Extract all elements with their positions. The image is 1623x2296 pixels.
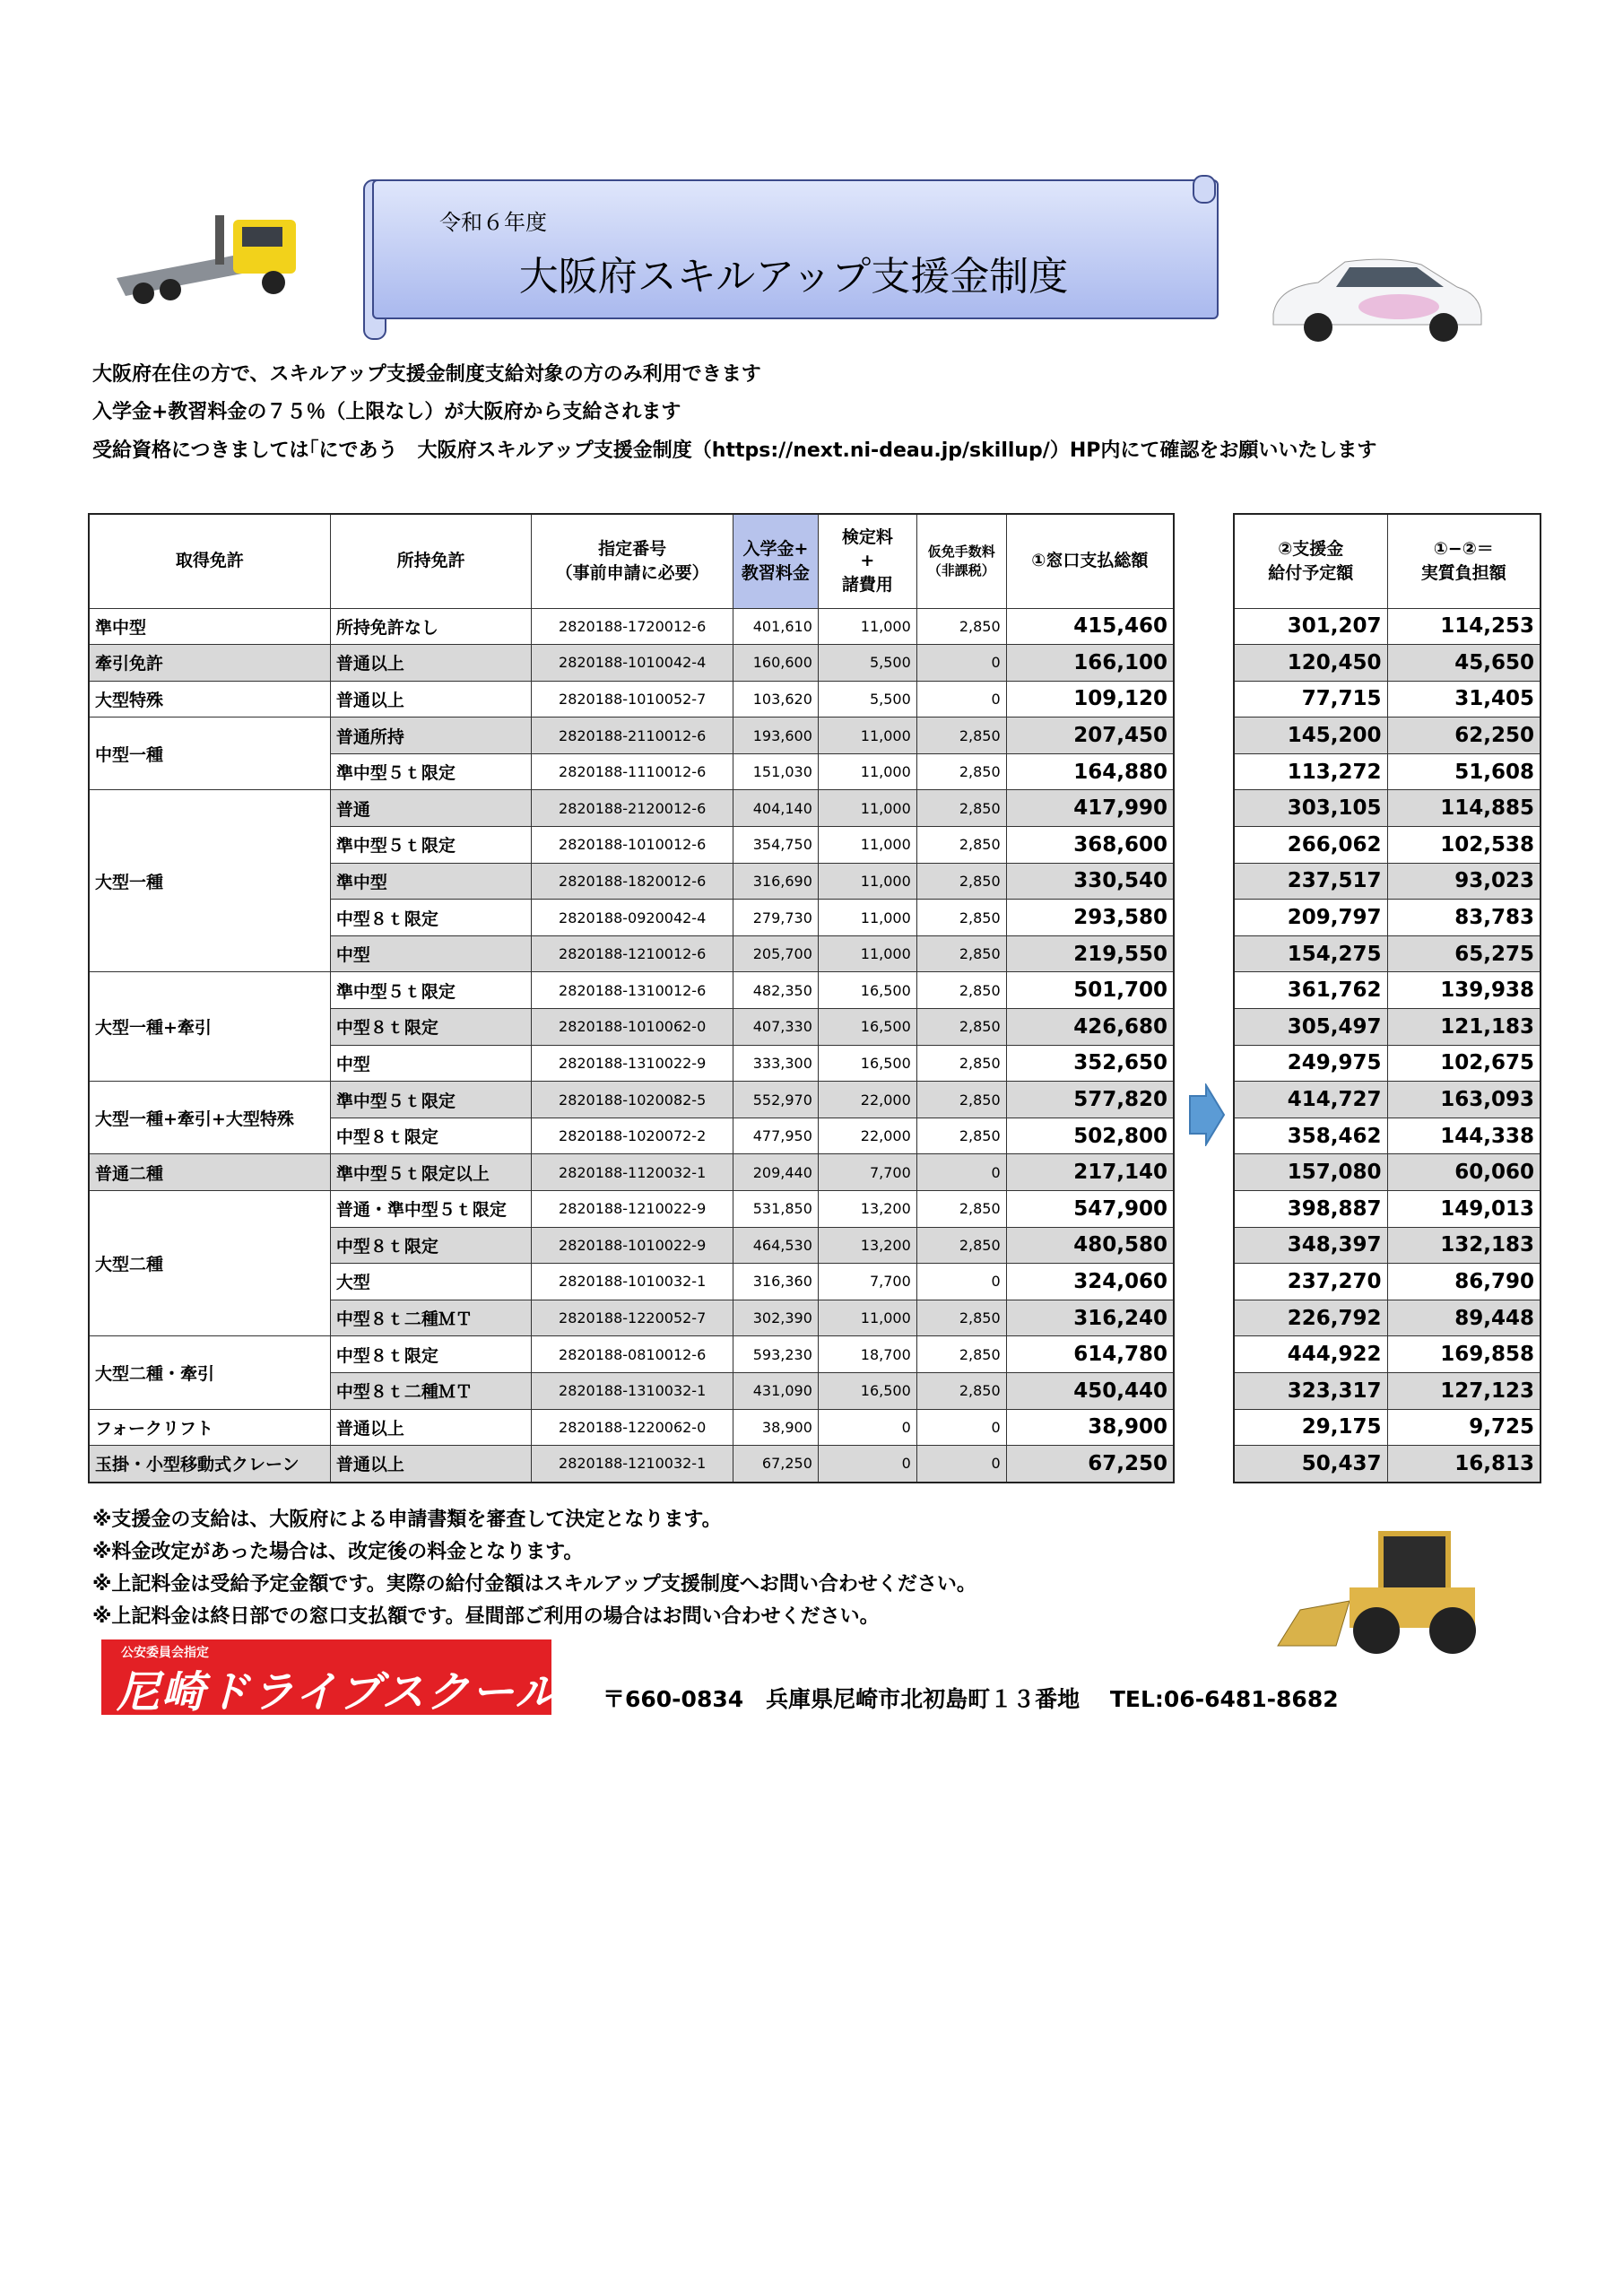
- tuition-value: 333,300: [733, 1045, 818, 1082]
- note-1: ※支援金の支給は、大阪府による申請書類を審査して決定となります。: [92, 1509, 722, 1531]
- tuition-value: 482,350: [733, 972, 818, 1009]
- exam-fee-value: 11,000: [818, 718, 916, 754]
- held-license: 中型８ｔ限定: [330, 1118, 531, 1154]
- designation-code: 2820188-1010022-9: [532, 1227, 733, 1264]
- held-license: 普通・準中型５ｔ限定: [330, 1191, 531, 1228]
- subsidy-value: 358,462: [1234, 1118, 1387, 1154]
- address: 〒660-0834 兵庫県尼崎市北初島町１３番地 TEL:06-6481-8682: [603, 1686, 1339, 1712]
- provisional-fee-value: 0: [916, 645, 1006, 682]
- tuition-value: 552,970: [733, 1082, 818, 1118]
- designation-code: 2820188-1010062-0: [532, 1009, 733, 1046]
- subsidy-row: [1234, 1264, 1541, 1300]
- designation-code: 2820188-1310022-9: [532, 1045, 733, 1082]
- logo-caption: 公安委員会指定: [121, 1646, 209, 1660]
- license-name: 大型二種・牽引: [89, 1336, 330, 1409]
- held-license: 中型８ｔ二種ＭＴ: [330, 1372, 531, 1409]
- total-value: 577,820: [1006, 1082, 1174, 1118]
- burden-value: 45,650: [1387, 645, 1541, 682]
- license-name: 大型一種+牽引: [89, 972, 330, 1082]
- subsidy-row: [1234, 753, 1541, 790]
- provisional-fee-value: 2,850: [916, 718, 1006, 754]
- total-value: 502,800: [1006, 1118, 1174, 1154]
- exam-fee-value: 7,700: [818, 1264, 916, 1300]
- designation-code: 2820188-1010032-1: [532, 1264, 733, 1300]
- subsidy-value: 305,497: [1234, 1009, 1387, 1046]
- tuition-value: 404,140: [733, 790, 818, 827]
- held-license: 普通以上: [330, 645, 531, 682]
- subsidy-row: [1234, 972, 1541, 1009]
- designation-code: 2820188-1210022-9: [532, 1191, 733, 1228]
- license-name: フォークリフト: [89, 1409, 330, 1446]
- banner-scroll-right: [1193, 175, 1216, 204]
- total-value: 67,250: [1006, 1446, 1174, 1483]
- provisional-fee-value: 2,850: [916, 1118, 1006, 1154]
- provisional-fee-value: 2,850: [916, 827, 1006, 864]
- burden-value: 163,093: [1387, 1082, 1541, 1118]
- subsidy-value: 29,175: [1234, 1409, 1387, 1446]
- subsidy-row: [1234, 681, 1541, 718]
- provisional-fee-value: 0: [916, 1154, 1006, 1191]
- subsidy-row: [1234, 645, 1541, 682]
- header-held-license: 所持免許: [330, 514, 531, 608]
- subsidy-value: 237,517: [1234, 863, 1387, 900]
- total-value: 330,540: [1006, 863, 1174, 900]
- provisional-fee-value: 0: [916, 1446, 1006, 1483]
- table-row: [89, 1191, 1174, 1228]
- designation-code: 2820188-1020072-2: [532, 1118, 733, 1154]
- total-value: 450,440: [1006, 1372, 1174, 1409]
- exam-fee-value: 16,500: [818, 1009, 916, 1046]
- total-value: 352,650: [1006, 1045, 1174, 1082]
- burden-value: 86,790: [1387, 1264, 1541, 1300]
- subsidy-value: 348,397: [1234, 1227, 1387, 1264]
- provisional-fee-value: 2,850: [916, 608, 1006, 645]
- burden-value: 114,253: [1387, 608, 1541, 645]
- designation-code: 2820188-1820012-6: [532, 863, 733, 900]
- held-license: 普通以上: [330, 1446, 531, 1483]
- subsidy-row: [1234, 935, 1541, 972]
- designation-code: 2820188-0920042-4: [532, 900, 733, 936]
- provisional-fee-value: 2,850: [916, 1082, 1006, 1118]
- exam-fee-value: 22,000: [818, 1118, 916, 1154]
- held-license: 中型８ｔ限定: [330, 1227, 531, 1264]
- subsidy-value: 77,715: [1234, 681, 1387, 718]
- subsidy-value: 50,437: [1234, 1446, 1387, 1483]
- subsidy-row: [1234, 1227, 1541, 1264]
- provisional-fee-value: 2,850: [916, 1227, 1006, 1264]
- burden-value: 144,338: [1387, 1118, 1541, 1154]
- burden-value: 139,938: [1387, 972, 1541, 1009]
- subsidy-value: 301,207: [1234, 608, 1387, 645]
- tuition-value: 531,850: [733, 1191, 818, 1228]
- subsidy-row: [1234, 1082, 1541, 1118]
- wheel-loader-image: [1273, 1525, 1488, 1659]
- subsidy-row: [1234, 718, 1541, 754]
- tuition-value: 354,750: [733, 827, 818, 864]
- burden-value: 169,858: [1387, 1336, 1541, 1373]
- total-value: 217,140: [1006, 1154, 1174, 1191]
- header-subsidy: ②支援金 給付予定額: [1234, 514, 1387, 608]
- provisional-fee-value: 2,850: [916, 1372, 1006, 1409]
- license-name: 大型二種: [89, 1191, 330, 1336]
- tuition-value: 401,610: [733, 608, 818, 645]
- subsidy-value: 303,105: [1234, 790, 1387, 827]
- exam-fee-value: 11,000: [818, 900, 916, 936]
- tuition-value: 316,360: [733, 1264, 818, 1300]
- subsidy-value: 398,887: [1234, 1191, 1387, 1228]
- license-name: 牽引免許: [89, 645, 330, 682]
- table-row: [89, 645, 1174, 682]
- tuition-value: 193,600: [733, 718, 818, 754]
- designation-code: 2820188-2110012-6: [532, 718, 733, 754]
- total-value: 164,880: [1006, 753, 1174, 790]
- license-name: 大型特殊: [89, 681, 330, 718]
- subsidy-value: 361,762: [1234, 972, 1387, 1009]
- subsidy-row: [1234, 900, 1541, 936]
- burden-value: 65,275: [1387, 935, 1541, 972]
- subsidy-value: 154,275: [1234, 935, 1387, 972]
- held-license: 所持免許なし: [330, 608, 531, 645]
- burden-value: 102,675: [1387, 1045, 1541, 1082]
- designation-code: 2820188-2120012-6: [532, 790, 733, 827]
- burden-value: 51,608: [1387, 753, 1541, 790]
- designation-code: 2820188-1720012-6: [532, 608, 733, 645]
- tuition-value: 279,730: [733, 900, 818, 936]
- header-code: 指定番号 （事前申請に必要）: [532, 514, 733, 608]
- tuition-value: 160,600: [733, 645, 818, 682]
- header-total: ①窓口支払総額: [1006, 514, 1174, 608]
- provisional-fee-value: 0: [916, 1409, 1006, 1446]
- fiscal-year: 令和６年度: [439, 210, 547, 235]
- license-name: 普通二種: [89, 1154, 330, 1191]
- subsidy-value: 145,200: [1234, 718, 1387, 754]
- note-4: ※上記料金は終日部での窓口支払額です。昼間部ご利用の場合はお問い合わせください。: [92, 1605, 880, 1628]
- designation-code: 2820188-0810012-6: [532, 1336, 733, 1373]
- tuition-value: 151,030: [733, 753, 818, 790]
- exam-fee-value: 0: [818, 1409, 916, 1446]
- held-license: 大型: [330, 1264, 531, 1300]
- total-value: 368,600: [1006, 827, 1174, 864]
- exam-fee-value: 18,700: [818, 1336, 916, 1373]
- total-value: 415,460: [1006, 608, 1174, 645]
- note-3: ※上記料金は受給予定金額です。実際の給付金額はスキルアップ支援制度へお問い合わせください。: [92, 1573, 976, 1596]
- total-value: 207,450: [1006, 718, 1174, 754]
- header-tuition: 入学金+ 教習料金: [733, 514, 818, 608]
- subsidy-table: [1233, 513, 1541, 1483]
- subsidy-row: [1234, 827, 1541, 864]
- tow-truck-image: [108, 193, 314, 318]
- tuition-value: 431,090: [733, 1372, 818, 1409]
- designation-code: 2820188-1220062-0: [532, 1409, 733, 1446]
- held-license: 中型８ｔ限定: [330, 1009, 531, 1046]
- exam-fee-value: 16,500: [818, 1372, 916, 1409]
- note-2: ※料金改定があった場合は、改定後の料金となります。: [92, 1541, 584, 1563]
- designation-code: 2820188-1010052-7: [532, 681, 733, 718]
- table-row: [89, 790, 1174, 827]
- total-value: 417,990: [1006, 790, 1174, 827]
- burden-value: 89,448: [1387, 1300, 1541, 1336]
- table-row: [89, 718, 1174, 754]
- provisional-fee-value: 2,850: [916, 1336, 1006, 1373]
- held-license: 準中型５ｔ限定: [330, 972, 531, 1009]
- held-license: 中型: [330, 935, 531, 972]
- header-provisional-fee: 仮免手数料 （非課税）: [916, 514, 1006, 608]
- intro-line-1: 大阪府在住の方で、スキルアップ支援金制度支給対象の方のみ利用できます: [92, 363, 761, 386]
- tuition-value: 477,950: [733, 1118, 818, 1154]
- provisional-fee-value: 2,850: [916, 972, 1006, 1009]
- total-value: 614,780: [1006, 1336, 1174, 1373]
- burden-value: 60,060: [1387, 1154, 1541, 1191]
- table-row: [89, 1082, 1174, 1118]
- table-row: [89, 972, 1174, 1009]
- header-burden: ①−②＝ 実質負担額: [1387, 514, 1541, 608]
- designation-code: 2820188-1210012-6: [532, 935, 733, 972]
- subsidy-row: [1234, 1336, 1541, 1373]
- subsidy-value: 113,272: [1234, 753, 1387, 790]
- provisional-fee-value: 2,850: [916, 900, 1006, 936]
- designation-code: 2820188-1110012-6: [532, 753, 733, 790]
- subsidy-row: [1234, 1191, 1541, 1228]
- designation-code: 2820188-1120032-1: [532, 1154, 733, 1191]
- exam-fee-value: 13,200: [818, 1191, 916, 1228]
- provisional-fee-value: 2,850: [916, 935, 1006, 972]
- total-value: 38,900: [1006, 1409, 1174, 1446]
- header-exam-fee: 検定料 + 諸費用: [818, 514, 916, 608]
- provisional-fee-value: 2,850: [916, 1009, 1006, 1046]
- total-value: 219,550: [1006, 935, 1174, 972]
- burden-value: 16,813: [1387, 1446, 1541, 1483]
- total-value: 293,580: [1006, 900, 1174, 936]
- subsidy-row: [1234, 1446, 1541, 1483]
- burden-value: 31,405: [1387, 681, 1541, 718]
- provisional-fee-value: 2,850: [916, 753, 1006, 790]
- tuition-value: 302,390: [733, 1300, 818, 1336]
- subsidy-row: [1234, 790, 1541, 827]
- burden-value: 102,538: [1387, 827, 1541, 864]
- training-car-image: [1264, 251, 1488, 345]
- burden-value: 62,250: [1387, 718, 1541, 754]
- exam-fee-value: 5,500: [818, 681, 916, 718]
- header-license: 取得免許: [89, 514, 330, 608]
- burden-value: 114,885: [1387, 790, 1541, 827]
- provisional-fee-value: 0: [916, 681, 1006, 718]
- exam-fee-value: 11,000: [818, 1300, 916, 1336]
- exam-fee-value: 11,000: [818, 935, 916, 972]
- license-name: 大型一種: [89, 790, 330, 972]
- burden-value: 149,013: [1387, 1191, 1541, 1228]
- exam-fee-value: 22,000: [818, 1082, 916, 1118]
- license-name: 大型一種+牽引+大型特殊: [89, 1082, 330, 1154]
- table-row: [89, 1446, 1174, 1483]
- exam-fee-value: 11,000: [818, 863, 916, 900]
- total-value: 501,700: [1006, 972, 1174, 1009]
- tuition-value: 464,530: [733, 1227, 818, 1264]
- subsidy-value: 237,270: [1234, 1264, 1387, 1300]
- total-value: 547,900: [1006, 1191, 1174, 1228]
- designation-code: 2820188-1020082-5: [532, 1082, 733, 1118]
- table-row: [89, 1336, 1174, 1373]
- designation-code: 2820188-1010012-6: [532, 827, 733, 864]
- held-license: 中型: [330, 1045, 531, 1082]
- exam-fee-value: 5,500: [818, 645, 916, 682]
- held-license: 中型８ｔ二種ＭＴ: [330, 1300, 531, 1336]
- provisional-fee-value: 0: [916, 1264, 1006, 1300]
- subsidy-row: [1234, 1409, 1541, 1446]
- exam-fee-value: 11,000: [818, 827, 916, 864]
- license-name: 準中型: [89, 608, 330, 645]
- burden-value: 127,123: [1387, 1372, 1541, 1409]
- total-value: 109,120: [1006, 681, 1174, 718]
- exam-fee-value: 7,700: [818, 1154, 916, 1191]
- total-value: 426,680: [1006, 1009, 1174, 1046]
- tuition-value: 103,620: [733, 681, 818, 718]
- subsidy-row: [1234, 1118, 1541, 1154]
- burden-value: 93,023: [1387, 863, 1541, 900]
- exam-fee-value: 16,500: [818, 972, 916, 1009]
- held-license: 準中型５ｔ限定以上: [330, 1154, 531, 1191]
- subsidy-row: [1234, 1372, 1541, 1409]
- table-row: [89, 1409, 1174, 1446]
- exam-fee-value: 13,200: [818, 1227, 916, 1264]
- designation-code: 2820188-1010042-4: [532, 645, 733, 682]
- subsidy-value: 157,080: [1234, 1154, 1387, 1191]
- exam-fee-value: 16,500: [818, 1045, 916, 1082]
- subsidy-value: 120,450: [1234, 645, 1387, 682]
- burden-value: 9,725: [1387, 1409, 1541, 1446]
- arrow-right-icon: [1188, 1083, 1226, 1146]
- subsidy-row: [1234, 1009, 1541, 1046]
- subsidy-row: [1234, 608, 1541, 645]
- subsidy-value: 249,975: [1234, 1045, 1387, 1082]
- provisional-fee-value: 2,850: [916, 1045, 1006, 1082]
- held-license: 普通以上: [330, 1409, 531, 1446]
- burden-value: 83,783: [1387, 900, 1541, 936]
- held-license: 準中型５ｔ限定: [330, 827, 531, 864]
- tuition-value: 67,250: [733, 1446, 818, 1483]
- page-title: 大阪府スキルアップ支援金制度: [518, 254, 1069, 300]
- tuition-value: 38,900: [733, 1409, 818, 1446]
- designation-code: 2820188-1310032-1: [532, 1372, 733, 1409]
- designation-code: 2820188-1210032-1: [532, 1446, 733, 1483]
- provisional-fee-value: 2,850: [916, 863, 1006, 900]
- exam-fee-value: 11,000: [818, 753, 916, 790]
- subsidy-row: [1234, 1045, 1541, 1082]
- table-row: [89, 681, 1174, 718]
- tuition-value: 205,700: [733, 935, 818, 972]
- exam-fee-value: 11,000: [818, 608, 916, 645]
- held-license: 準中型５ｔ限定: [330, 1082, 531, 1118]
- total-value: 316,240: [1006, 1300, 1174, 1336]
- burden-value: 132,183: [1387, 1227, 1541, 1264]
- held-license: 準中型: [330, 863, 531, 900]
- license-name: 玉掛・小型移動式クレーン: [89, 1446, 330, 1483]
- tuition-value: 593,230: [733, 1336, 818, 1373]
- table-row: [89, 608, 1174, 645]
- price-table: [88, 513, 1175, 1483]
- tuition-value: 316,690: [733, 863, 818, 900]
- subsidy-value: 226,792: [1234, 1300, 1387, 1336]
- subsidy-value: 444,922: [1234, 1336, 1387, 1373]
- held-license: 普通: [330, 790, 531, 827]
- subsidy-value: 266,062: [1234, 827, 1387, 864]
- held-license: 準中型５ｔ限定: [330, 753, 531, 790]
- burden-value: 121,183: [1387, 1009, 1541, 1046]
- subsidy-value: 414,727: [1234, 1082, 1387, 1118]
- total-value: 480,580: [1006, 1227, 1174, 1264]
- held-license: 中型８ｔ限定: [330, 900, 531, 936]
- intro-line-2: 入学金+教習料金の７５％（上限なし）が大阪府から支給されます: [92, 401, 681, 423]
- total-value: 324,060: [1006, 1264, 1174, 1300]
- intro-line-3: 受給資格につきましては｢にであう 大阪府スキルアップ支援金制度（https://next.ni-deau.jp/skillup/）HP内にて確認をお願いいたします: [92, 439, 1377, 462]
- tuition-value: 209,440: [733, 1154, 818, 1191]
- provisional-fee-value: 2,850: [916, 790, 1006, 827]
- designation-code: 2820188-1310012-6: [532, 972, 733, 1009]
- held-license: 普通以上: [330, 681, 531, 718]
- school-name: 尼崎ドライブスクール: [117, 1667, 560, 1718]
- subsidy-value: 323,317: [1234, 1372, 1387, 1409]
- provisional-fee-value: 2,850: [916, 1191, 1006, 1228]
- designation-code: 2820188-1220052-7: [532, 1300, 733, 1336]
- provisional-fee-value: 2,850: [916, 1300, 1006, 1336]
- subsidy-value: 209,797: [1234, 900, 1387, 936]
- license-name: 中型一種: [89, 718, 330, 790]
- exam-fee-value: 0: [818, 1446, 916, 1483]
- exam-fee-value: 11,000: [818, 790, 916, 827]
- subsidy-row: [1234, 1154, 1541, 1191]
- subsidy-row: [1234, 863, 1541, 900]
- tuition-value: 407,330: [733, 1009, 818, 1046]
- table-row: [89, 1154, 1174, 1191]
- held-license: 中型８ｔ限定: [330, 1336, 531, 1373]
- held-license: 普通所持: [330, 718, 531, 754]
- subsidy-row: [1234, 1300, 1541, 1336]
- total-value: 166,100: [1006, 645, 1174, 682]
